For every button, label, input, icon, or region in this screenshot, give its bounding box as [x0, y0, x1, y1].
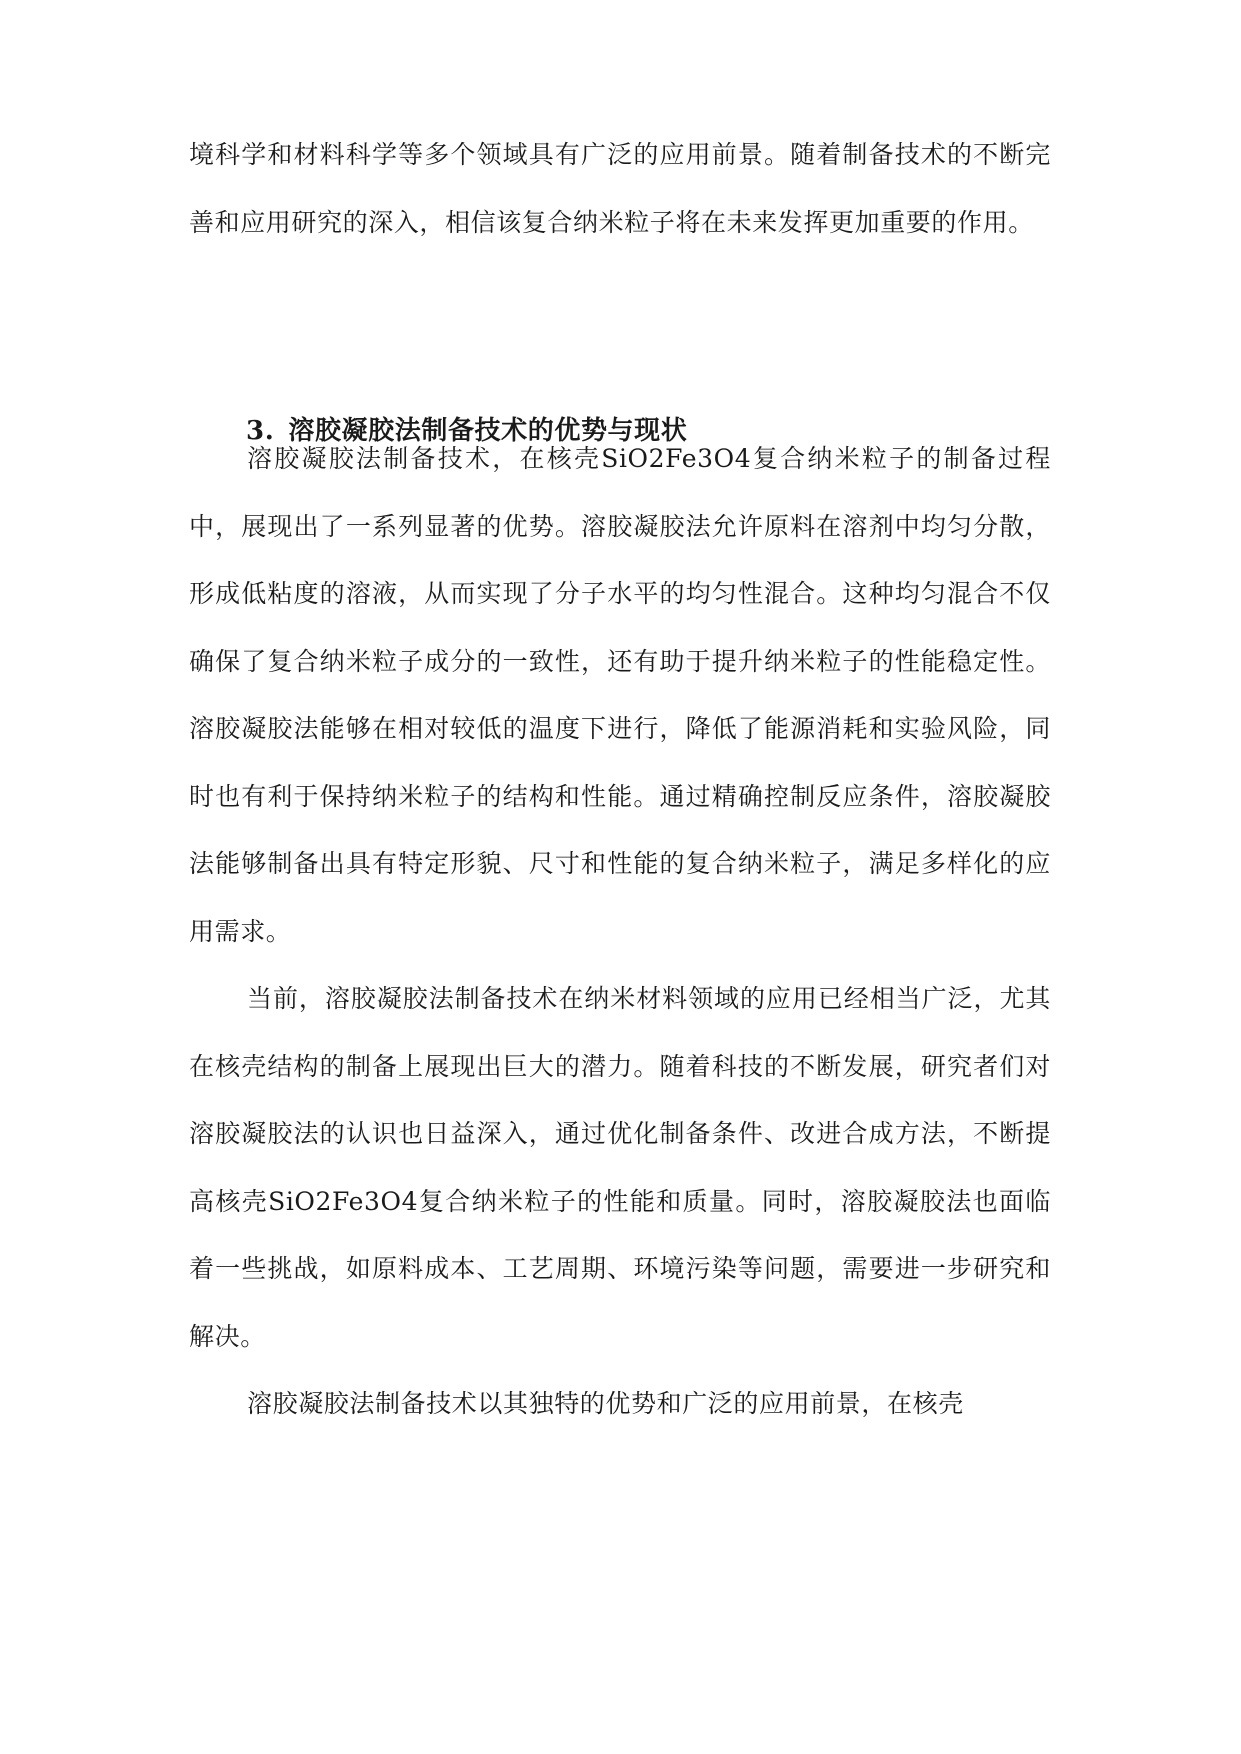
section-body — [189, 425, 1051, 1438]
intro-paragraph-block — [189, 121, 1051, 256]
section-number: 3. — [246, 416, 275, 446]
continuation-paragraph: 境科学和材料科学等多个领域具有广泛的应用前景。随着制备技术的不断完善和应用研究的深入，相信该复合纳米粒子将在未来发挥更加重要的作用。 — [189, 140, 1051, 237]
body-paragraph-3: 溶胶凝胶法制备技术以其独特的优势和广泛的应用前景，在核壳 — [247, 1389, 964, 1418]
section-title: 溶胶凝胶法制备技术的优势与现状 — [288, 416, 688, 446]
body-paragraph-1: 溶胶凝胶法制备技术，在核壳SiO2Fe3O4复合纳米粒子的制备过程中，展现出了一系列显著的优势。溶胶凝胶法允许原料在溶剂中均匀分散，形成低粘度的溶液，从而实现了分子水平的均匀性混合。这种均匀混合不仅确保了复合纳米粒子成分的一致性，还有助于提升纳米粒子的性能稳定性。溶胶凝胶法能够在相对较低的温度下进行，降低了能源消耗和实验风险，同时也有利于保持纳米粒子的结构和性能。通过精确控制反应条件，溶胶凝胶法能够制备出具有特定形貌、尺寸和性能的复合纳米粒子，满足多样化的应用需求。 — [189, 444, 1051, 946]
body-paragraph-2: 当前，溶胶凝胶法制备技术在纳米材料领域的应用已经相当广泛，尤其在核壳结构的制备上展现出巨大的潜力。随着科技的不断发展，研究者们对溶胶凝胶法的认识也日益深入，通过优化制备条件、改进合成方法，不断提高核壳SiO2Fe3O4复合纳米粒子的性能和质量。同时，溶胶凝胶法也面临着一些挑战，如原料成本、工艺周期、环境污染等问题，需要进一步研究和解决。 — [189, 984, 1051, 1351]
